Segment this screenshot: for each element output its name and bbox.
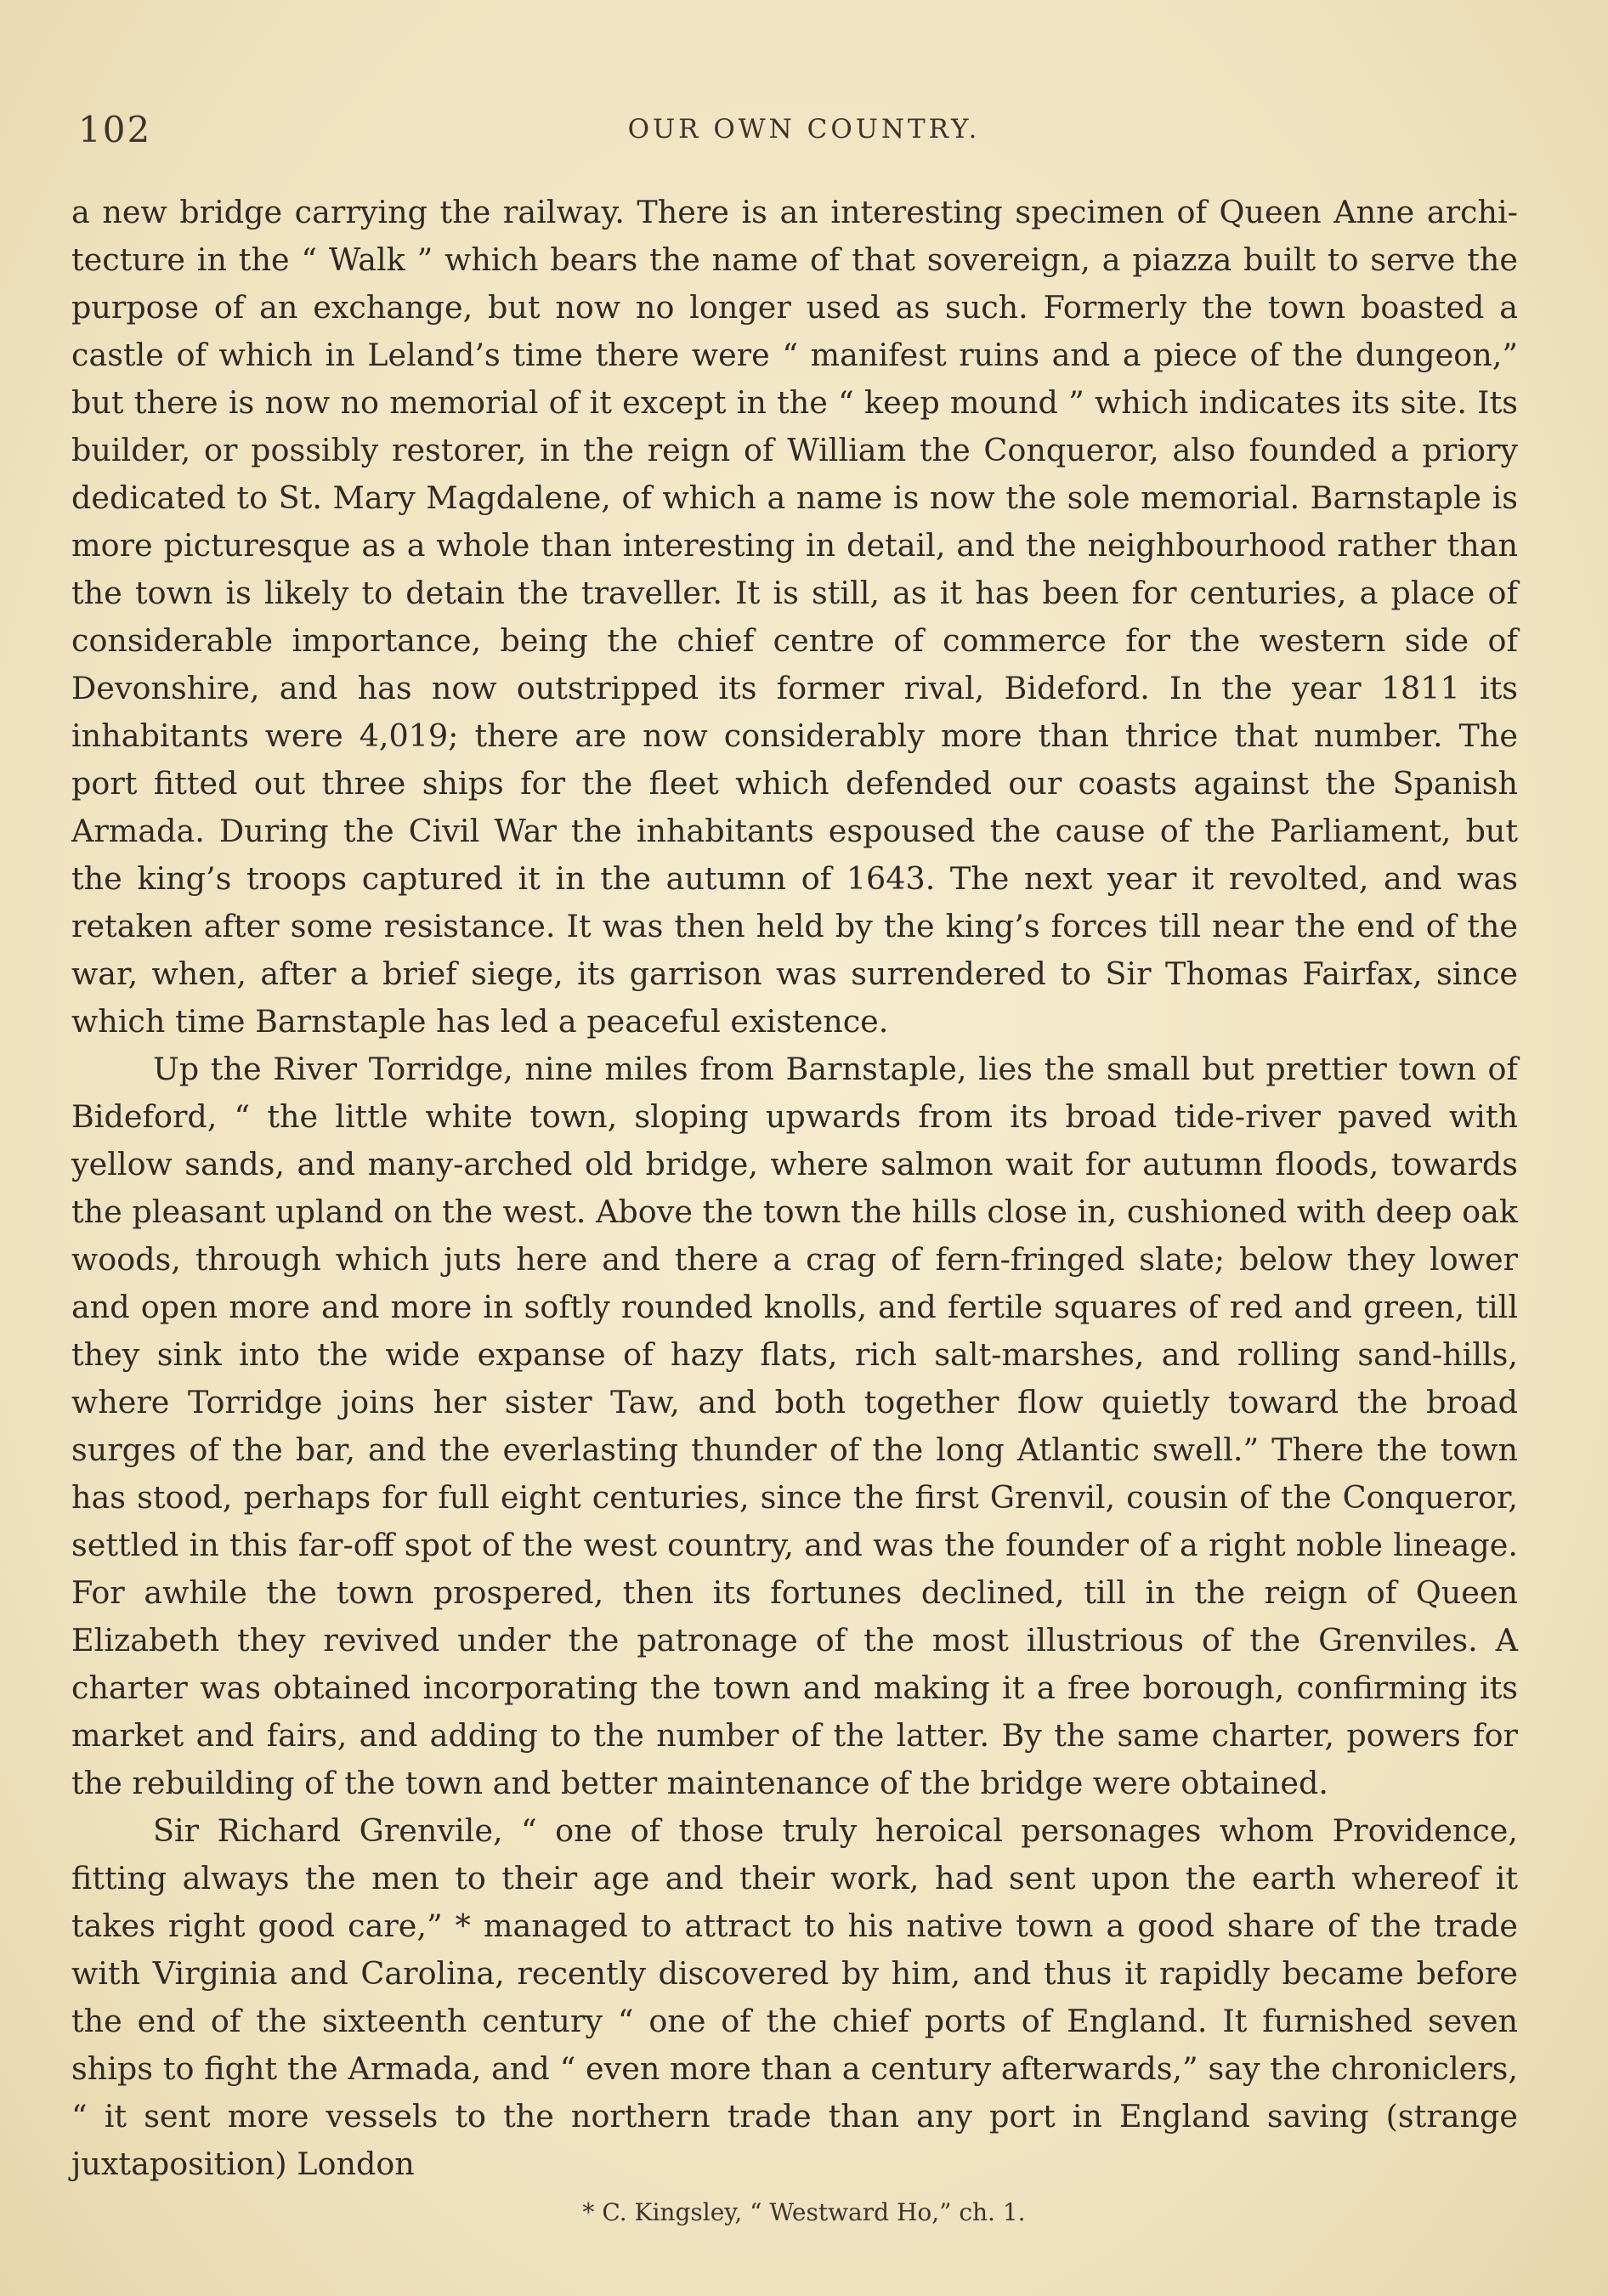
page-number: 102 xyxy=(78,109,152,150)
paragraph-grenvile: Sir Richard Grenvile, “ one of those truly heroical personages whom Providence, fitting always the men to their age and their work, had sent upon the earth whereof it takes right good care,” * managed to attract to his native town a good share of the trade with Virginia and Carolina, recently discovered by him, and thus it rapidly became before the end of the sixteenth century “ one of the chief ports of England. It furnished seven ships to fight the Armada, and “ even more than a century afterwards,” say the chroniclers, “ it sent more vessels to the northern trade than any port in England saving (strange juxtaposition) London xyxy=(71,1812,1518,2182)
paragraph-bideford: Up the River Torridge, nine miles from Barnstaple, lies the small but prettier town of Bideford, “ the little white town, sloping upwards from its broad tide-river paved with yellow sands, and many-arched old bridge, where salmon wait for autumn floods, towards the pleasant upland on the west. Above the town the hills close in, cushioned with deep oak woods, through which juts here and there a crag of fern-fringed slate; below they lower and open more and more in softly rounded knolls, and fertile squares of red and green, till they sink into the wide expanse of hazy flats, rich salt-marshes, and rolling sand-hills, where Torridge joins her sister Taw, and both together flow quietly toward the broad surges of the bar, and the everlasting thunder of the long Atlantic swell.” There the town has stood, perhaps for full eight centuries, since the first Grenvil, cousin of the Conqueror, settled in this far-off spot of the west country, and was the founder of a right noble lineage. For awhile the town prospered, then its fortunes declined, till in the reign of Queen Elizabeth they revived under the patronage of the most illustrious of the Grenviles. A charter was obtained incorporating the town and making it a free borough, confirming its market and fairs, and adding to the number of the latter. By the same charter, powers for the rebuilding of the town and better maintenance of the bridge were obtained. xyxy=(71,1051,1518,1801)
running-head: OUR OWN COUNTRY. xyxy=(627,114,981,145)
footnote: * C. Kingsley, “ Westward Ho,” ch. 1. xyxy=(582,2198,1026,2226)
body-text xyxy=(71,189,1518,2188)
page-header xyxy=(0,109,1608,151)
paragraph-barnstaple: a new bridge carrying the railway. There is an interesting specimen of Queen Anne archi-tecture in the “ Walk ” which bears the name of that sovereign, a piazza built to serve the purpose of an exchange, but now no longer used as such. Formerly the town boasted a castle of which in Leland’s time there were “ manifest ruins and a piece of the dungeon,” but there is now no memorial of it except in the “ keep mound ” which indicates its site. Its builder, or possibly restorer, in the reign of William the Conqueror, also founded a priory dedicated to St. Mary Magdalene, of which a name is now the sole memorial. Barnstaple is more picturesque as a whole than interesting in detail, and the neighbourhood rather than the town is likely to detain the traveller. It is still, as it has been for centuries, a place of considerable importance, being the chief centre of commerce for the western side of Devonshire, and has now outstripped its former rival, Bideford. In the year 1811 its inhabitants were 4,019; there are now considerably more than thrice that number. The port fitted out three ships for the fleet which defended our coasts against the Spanish Armada. During the Civil War the inhabitants espoused the cause of the Parliament, but the king’s troops captured it in the autumn of 1643. The next year it revolted, and was retaken after some resistance. It was then held by the king’s forces till near the end of the war, when, after a brief siege, its garrison was surrendered to Sir Thomas Fairfax, since which time Barnstaple has led a peaceful existence. xyxy=(71,194,1518,1040)
